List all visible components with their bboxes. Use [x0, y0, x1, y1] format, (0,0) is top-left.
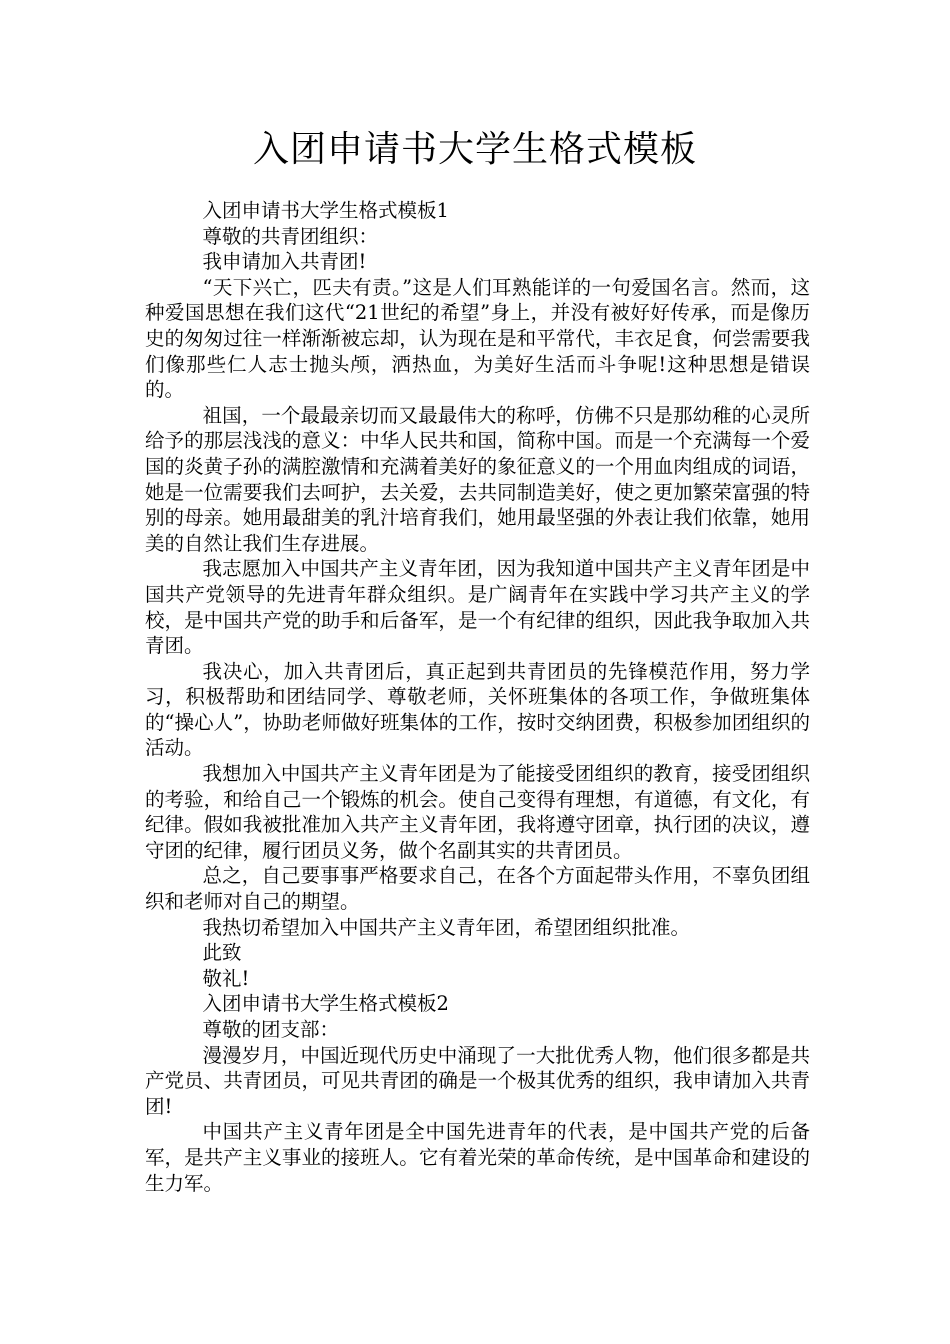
paragraph: 祖国，一个最最亲切而又最最伟大的称呼，仿佛不只是那幼稚的心灵所给予的那层浅浅的意义：中华人民共和国，简称中国。而是一个充满每一个爱国的炎黄子孙的满腔激情和充满着美好的象征意义的一个用血肉组成的词语，她是一位需要我们去呵护，去关爱，去共同制造美好，使之更加繁荣富强的特别的母亲。她用最甜美的乳汁培育我们，她用最坚强的外表让我们依靠，她用美的自然让我们生存进展。 — [145, 403, 810, 555]
paragraph: 我热切希望加入中国共产主义青年团，希望团组织批准。 — [202, 915, 691, 939]
paragraph: 漫漫岁月，中国近现代历史中涌现了一大批优秀人物，他们很多都是共产党员、共青团员，可见共青团的确是一个极其优秀的组织，我申请加入共青团! — [145, 1043, 810, 1118]
paragraph: 总之，自己要事事严格要求自己，在各个方面起带头作用，不辜负团组织和老师对自己的期望。 — [145, 864, 810, 914]
paragraph: “天下兴亡，匹夫有责。”这是人们耳熟能详的一句爱国名言。然而，这种爱国思想在我们这代“21世纪的希望”身上，并没有被好好传承，而是像历史的匆匆过往一样渐渐被忘却，认为现在是和平常代，丰衣足食，何尝需要我们像那些仁人志士抛头颅，洒热血，为美好生活而斗争呢!这种思想是错误的。 — [145, 275, 810, 402]
closing-line: 此致 — [202, 941, 242, 965]
paragraph: 我申请加入共青团! — [202, 250, 367, 274]
section-heading-2: 入团申请书大学生格式模板2 — [202, 992, 449, 1016]
document-body — [145, 198, 810, 1196]
document-title: 入团申请书大学生格式模板 — [252, 129, 697, 170]
paragraph: 我决心，加入共青团后，真正起到共青团员的先锋模范作用，努力学习，积极帮助和团结同学、尊敬老师，关怀班集体的各项工作，争做班集体的“操心人”，协助老师做好班集体的工作，按时交纳团费，积极参加团组织的活动。 — [145, 659, 810, 760]
paragraph: 我想加入中国共产主义青年团是为了能接受团组织的教育，接受团组织的考验，和给自己一个锻炼的机会。使自己变得有理想，有道德，有文化，有纪律。假如我被批准加入共产主义青年团，我将遵守团章，执行团的决议，遵守团的纪律，履行团员义务，做个名副其实的共青团员。 — [145, 762, 810, 862]
salutation: 尊敬的共青团组织： — [202, 224, 379, 248]
salutation: 尊敬的团支部： — [202, 1018, 340, 1041]
section-heading-1: 入团申请书大学生格式模板1 — [202, 199, 449, 222]
paragraph: 我志愿加入中国共产主义青年团，因为我知道中国共产主义青年团是中国共产党领导的先进青年群众组织。是广阔青年在实践中学习共产主义的学校，是中国共产党的助手和后备军，是一个有纪律的组织，因此我争取加入共青团。 — [145, 557, 810, 658]
closing-line: 敬礼! — [202, 966, 250, 990]
paragraph: 中国共产主义青年团是全中国先进青年的代表，是中国共产党的后备军，是共产主义事业的接班人。它有着光荣的革命传统，是中国革命和建设的生力军。 — [145, 1120, 810, 1195]
